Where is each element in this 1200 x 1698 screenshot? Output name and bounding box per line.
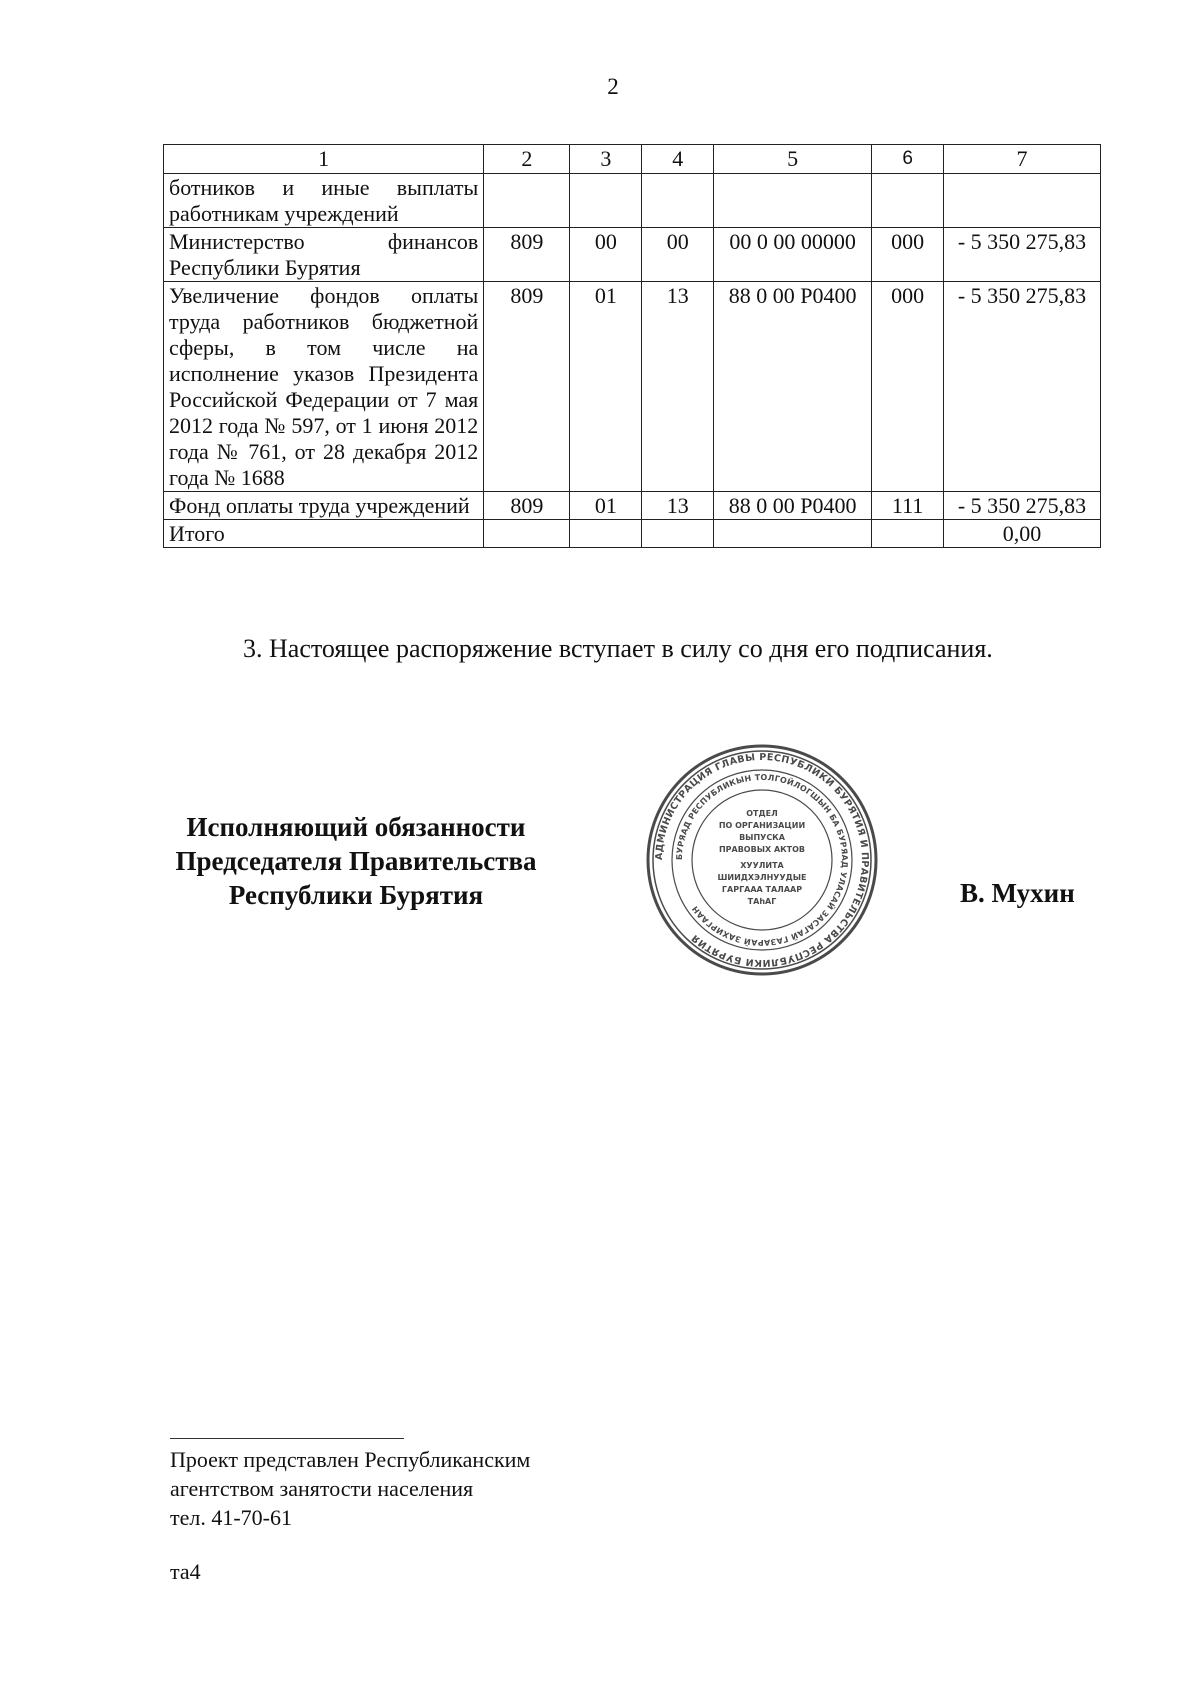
cell-expense-type: 000 <box>872 228 944 282</box>
cell-target-article: 88 0 00 Р0400 <box>714 492 872 520</box>
document-code: та4 <box>170 1559 201 1584</box>
cell-section: 00 <box>570 228 642 282</box>
seal-outer-ring-text: АДМИНИСТРАЦИЯ ГЛАВЫ РЕСПУБЛИКИ БУРЯТИЯ И ПРАВИТЕЛЬСТВА РЕСПУБЛИКИ БУРЯТИЯ <box>653 751 871 969</box>
seal-inner-ring-text: БУРЯАД РЕСПУБЛИКЫН ТОЛГОЙЛОГШЫН БА БУРЯАД УЛАСАЙ ЗАСАГАЙ ГАЗАРАЙ ЗАХИРГААН <box>674 772 850 948</box>
cell-target-article <box>714 174 872 228</box>
cell-section <box>570 174 642 228</box>
seal-center-line: ВЫПУСКА <box>739 833 785 842</box>
signatory-line: Председателя Правительства <box>175 846 537 876</box>
table-row <box>164 492 1101 520</box>
clause-3: 3. Настоящее распоряжение вступает в силу со дня его подписания. <box>243 634 993 663</box>
table-total-row <box>164 520 1101 548</box>
column-header-3: 3 <box>570 145 642 174</box>
column-header-4: 4 <box>642 145 714 174</box>
cell-total-amount: 0,00 <box>944 520 1101 548</box>
row-name: Министерство финансов Республики Бурятия <box>164 228 484 282</box>
footnote-line: Проект представлен Республиканским <box>170 1447 531 1472</box>
signer-name: В. Мухин <box>960 878 1075 908</box>
footnote-line: тел. 41-70-61 <box>170 1505 293 1530</box>
cell-subsection: 13 <box>642 282 714 492</box>
cell-expense-type <box>872 520 944 548</box>
table-header <box>164 145 1101 174</box>
seal-center-line: ПРАВОВЫХ АКТОВ <box>718 845 806 854</box>
cell-subsection: 00 <box>642 228 714 282</box>
seal-center-line: ОТДЕЛ <box>746 809 778 818</box>
budget-table <box>163 144 1101 548</box>
signatory-line: Исполняющий обязанности <box>186 812 526 842</box>
cell-subsection <box>642 520 714 548</box>
cell-ministry-code: 809 <box>484 492 570 520</box>
table-header-row <box>164 145 1101 174</box>
cell-expense-type: 111 <box>872 492 944 520</box>
signatory-line: Республики Бурятия <box>228 880 484 910</box>
row-name: Фонд оплаты труда учреждений <box>164 492 484 520</box>
seal-center-line: ТАһАГ <box>747 897 777 906</box>
cell-expense-type: 000 <box>872 282 944 492</box>
column-header-1: 1 <box>164 145 484 174</box>
row-name: Увеличение фондов оплаты труда работников бюджетной сферы, в том числе на исполнение указов Президента Российской Федерации от 7 мая 2012 года № 597, от 1 июня 2012 года № 761, от 28 декабря 2012 года № 1688 <box>164 282 484 492</box>
cell-section: 01 <box>570 282 642 492</box>
cell-ministry-code: 809 <box>484 282 570 492</box>
column-header-7: 7 <box>944 145 1101 174</box>
column-header-5: 5 <box>714 145 872 174</box>
cell-target-article: 00 0 00 00000 <box>714 228 872 282</box>
row-name: Итого <box>164 520 484 548</box>
cell-section <box>570 520 642 548</box>
footnote-divider <box>170 1438 404 1439</box>
cell-amount: - 5 350 275,83 <box>944 492 1101 520</box>
column-header-6: 6 <box>872 145 944 174</box>
row-name: ботников и иные выплаты работникам учреждений <box>164 174 484 228</box>
cell-ministry-code <box>484 520 570 548</box>
seal-center-line: ПО ОРГАНИЗАЦИИ <box>718 821 806 830</box>
seal-center-line: ГАРГААА ТАЛААР <box>721 885 803 894</box>
cell-ministry-code: 809 <box>484 228 570 282</box>
cell-section: 01 <box>570 492 642 520</box>
page-number: 2 <box>607 74 619 99</box>
table-row <box>164 228 1101 282</box>
footnote-line: агентством занятости населения <box>170 1476 474 1501</box>
cell-target-article <box>714 520 872 548</box>
column-header-2: 2 <box>484 145 570 174</box>
cell-ministry-code <box>484 174 570 228</box>
official-seal <box>642 744 882 976</box>
cell-amount: - 5 350 275,83 <box>944 282 1101 492</box>
cell-amount: - 5 350 275,83 <box>944 228 1101 282</box>
seal-center-line: ШИИДХЭЛНУУДЫЕ <box>717 873 807 882</box>
signatory-title <box>140 810 572 912</box>
footnote <box>170 1445 530 1532</box>
cell-amount <box>944 174 1101 228</box>
table-row <box>164 282 1101 492</box>
cell-expense-type <box>872 174 944 228</box>
cell-subsection <box>642 174 714 228</box>
cell-target-article: 88 0 00 Р0400 <box>714 282 872 492</box>
seal-center-line: ХУУЛИТА <box>740 861 784 870</box>
table-row <box>164 174 1101 228</box>
cell-subsection: 13 <box>642 492 714 520</box>
